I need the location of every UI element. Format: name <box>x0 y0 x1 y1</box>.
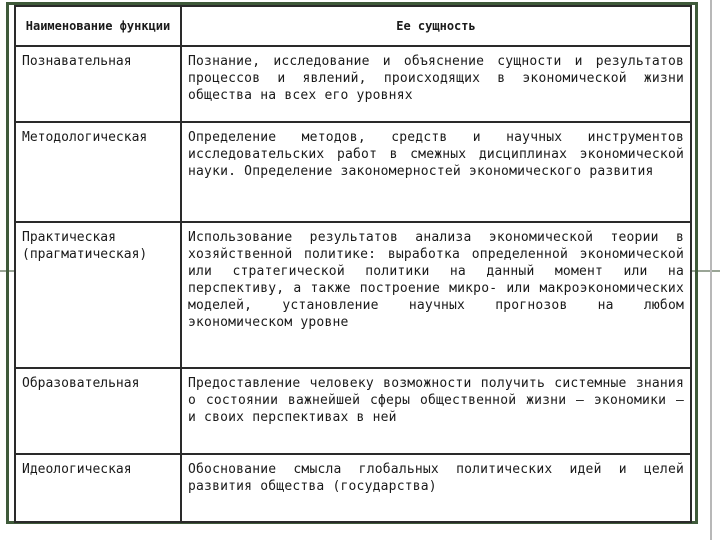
table-row <box>15 368 691 454</box>
function-name-cell: Методологическая <box>15 122 181 222</box>
function-essence-cell: Обоснование смысла глобальных политических идей и целей развития общества (государства) <box>181 454 691 522</box>
function-name-cell: Образовательная <box>15 368 181 454</box>
table-header-row <box>15 6 691 46</box>
header-function-name: Наименование функции <box>15 6 181 46</box>
table-row <box>15 46 691 122</box>
function-essence-cell: Познание, исследование и объяснение сущности и результатов процессов и явлений, происходящих в экономической жизни общества на всех его уровнях <box>181 46 691 122</box>
functions-table <box>14 5 692 523</box>
table-row <box>15 454 691 522</box>
function-essence-cell: Использование результатов анализа экономической теории в хозяйственной политике: выработка определенной экономической или стратегической политики на данный момент или на перспективу, а также построение микро- или макроэкономических моделей, установление научных прогнозов на любом экономическом уровне <box>181 222 691 368</box>
table-row <box>15 122 691 222</box>
header-essence: Ее сущность <box>181 6 691 46</box>
function-name-cell: Познавательная <box>15 46 181 122</box>
function-essence-cell: Предоставление человеку возможности получить системные знания о состоянии важнейшей сферы общественной жизни — экономики — и своих перспективах в ней <box>181 368 691 454</box>
right-edge-rule <box>710 0 712 540</box>
table-row <box>15 222 691 368</box>
function-name-cell: Практическая (прагматическая) <box>15 222 181 368</box>
function-name-cell: Идеологическая <box>15 454 181 522</box>
function-essence-cell: Определение методов, средств и научных инструментов исследовательских работ в смежных дисциплинах экономической науки. Определение закономерностей экономического развития <box>181 122 691 222</box>
functions-table-container <box>14 5 692 521</box>
